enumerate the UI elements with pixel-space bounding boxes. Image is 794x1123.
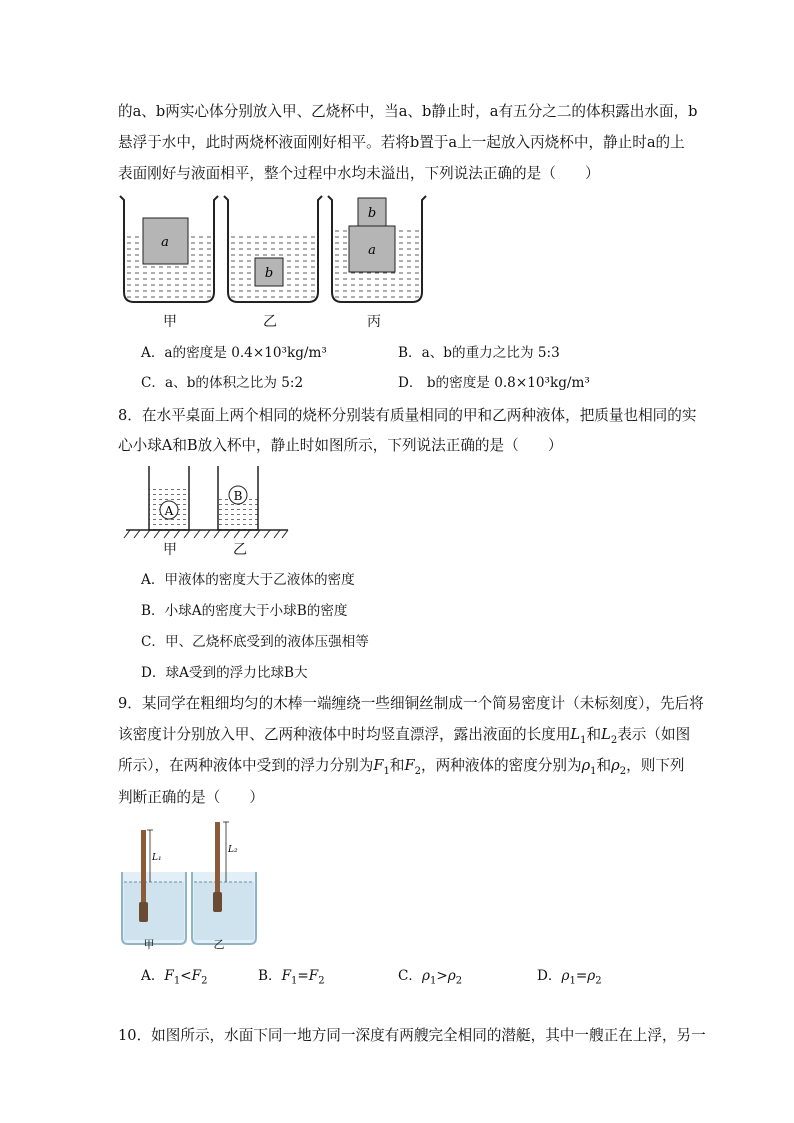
q7-option-c[interactable]: C．a、b的体积之比为 5:2	[141, 375, 304, 391]
label-bing: 丙	[367, 314, 381, 330]
q9-label-yi: 乙	[213, 938, 225, 951]
q8-option-b[interactable]: B．小球A的密度大于小球B的密度	[141, 603, 348, 619]
l2-label: L₂	[228, 845, 238, 855]
q7-line-3: 表面刚好与液面相平，整个过程中水均未溢出，下列说法正确的是（ ）	[118, 165, 600, 182]
hydrometer-beaker-yi	[192, 822, 256, 944]
ball-b-label: B	[233, 489, 243, 503]
q8-option-a[interactable]: A．甲液体的密度大于乙液体的密度	[141, 572, 355, 588]
q7-beakers-figure	[118, 192, 428, 312]
q10-line-1: 10．如图所示，水面下同一地方同一深度有两艘完全相同的潜艇，其中一艘正在上浮，另一	[118, 1027, 706, 1044]
block-a-label-jia: a	[161, 235, 169, 250]
block-b-label-yi: b	[264, 266, 274, 281]
q9-figure	[118, 820, 278, 950]
q8-line-1: 8．在水平桌面上两个相同的烧杯分别装有质量相同的甲和乙两种液体，把质量也相同的实	[118, 407, 697, 424]
q7-option-b[interactable]: B．a、b的重力之比为 5:3	[398, 345, 560, 361]
q8-option-d[interactable]: D．球A受到的浮力比球B大	[141, 665, 308, 681]
q8-label-yi: 乙	[233, 542, 247, 558]
block-a-label-bing: a	[368, 243, 376, 258]
q9-option-c[interactable]: C．$\rho_1>\rho_2$	[398, 968, 463, 987]
q9-option-a[interactable]: A．$F_1<F_2$	[141, 968, 208, 987]
block-b-label-bing: b	[367, 206, 377, 221]
beaker-jia	[120, 196, 218, 302]
l1-label: L₁	[152, 853, 162, 863]
q8-option-c[interactable]: C．甲、乙烧杯底受到的液体压强相等	[141, 634, 369, 650]
q7-line-2: 悬浮于水中，此时两烧杯液面刚好相平。若将b置于a上一起放入丙烧杯中，静止时a的上	[118, 134, 685, 151]
beaker-yi	[224, 196, 322, 302]
hydrometer-beaker-jia	[122, 830, 186, 944]
q9-line-1: 9．某同学在粗细均匀的木棒一端缠绕一些细铜丝制成一个简易密度计（未标刻度），先后将	[118, 695, 704, 712]
q8-figure	[122, 462, 292, 542]
q9-line-3: 所示），在两种液体中受到的浮力分别为$F_1$和$F_2$，两种液体的密度分别为$\rho_1$和$\rho_2$，则下列	[118, 757, 685, 777]
rod-jia	[141, 830, 146, 914]
q8-label-jia: 甲	[163, 542, 177, 558]
q7-option-a[interactable]: A．a的密度是 0.4×10³kg/m³	[141, 345, 327, 361]
q9-line-2: 该密度计分别放入甲、乙两种液体中时均竖直漂浮，露出液面的长度用$L_1$和$L_2$表示（如图	[118, 726, 691, 746]
q9-option-b[interactable]: B．$F_1=F_2$	[258, 968, 325, 987]
q9-option-d[interactable]: D．$\rho_1=\rho_2$	[537, 968, 602, 987]
ball-a-label: A	[164, 504, 174, 518]
q8-line-2: 心小球A和B放入杯中，静止时如图所示，下列说法正确的是（ ）	[118, 437, 563, 454]
label-jia: 甲	[163, 314, 177, 330]
beaker-bing	[328, 196, 426, 302]
q7-line-1: 的a、b两实心体分别放入甲、乙烧杯中，当a、b静止时，a有五分之二的体积露出水面，b	[118, 103, 698, 120]
q9-label-jia: 甲	[143, 938, 155, 951]
q7-option-d[interactable]: D． b的密度是 0.8×10³kg/m³	[398, 375, 590, 391]
q9-line-4: 判断正确的是（ ）	[118, 789, 264, 806]
label-yi: 乙	[263, 314, 277, 330]
